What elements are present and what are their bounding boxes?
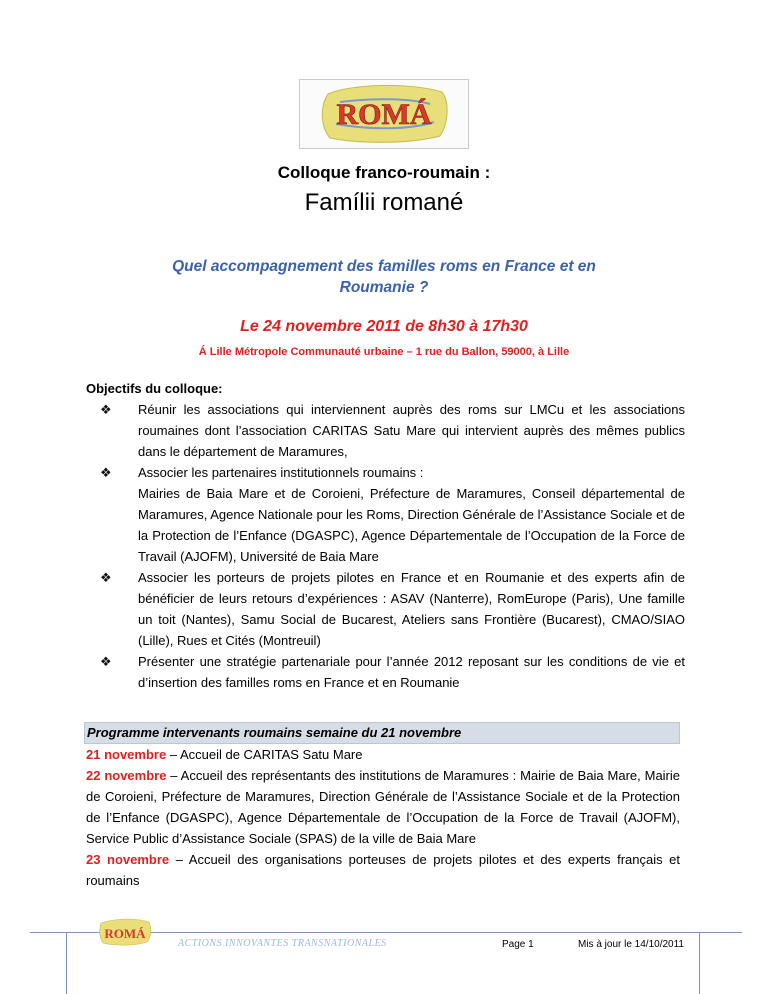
programme-text: – Accueil de CARITAS Satu Mare bbox=[166, 747, 363, 762]
objective-text: Associer les porteurs de projets pilotes en France et en Roumanie et des experts afin de bénéficier de leurs retours d’expériences : ASAV (Nanterre), RomEurope (Paris), Une famille un toit (Nantes), Samu Social de Bucarest, Ateliers sans Frontière (Bucarest), CMAO/SIAO (Lille), Rues et Cités (Montreuil) bbox=[138, 570, 685, 648]
institutions-list: Mairies de Baia Mare et de Coroieni, Préfecture de Maramures, Conseil départemental de Maramures, Agence Nationale pour les Roms, Direction Générale de l’Assistance Sociale et de la Protection de l’Enfance (DGASPC), Agence Départementale de l’Occupation de la Force de Travail (AJOFM), Université de Baia Mare bbox=[138, 486, 685, 564]
diamond-bullet-icon: ❖ bbox=[100, 465, 112, 480]
event-date: Le 24 novembre 2011 de 8h30 à 17h30 bbox=[240, 318, 528, 335]
objectives-list bbox=[100, 399, 685, 693]
event-place: Á Lille Métropole Communauté urbaine – 1 rue du Ballon, 59000, à Lille bbox=[198, 346, 570, 358]
list-item bbox=[100, 567, 685, 651]
programme-day: 23 novembre bbox=[86, 852, 170, 867]
svg-text:ROMÁ: ROMÁ bbox=[336, 98, 432, 131]
list-item bbox=[100, 651, 685, 693]
programme-day: 22 novembre bbox=[86, 768, 167, 783]
programme-entry bbox=[86, 744, 680, 765]
objective-text: Associer les partenaires institutionnels roumains : bbox=[138, 465, 424, 480]
last-updated: Mis à jour le 14/10/2011 bbox=[578, 939, 684, 950]
objective-text: Présenter une stratégie partenariale pour l’année 2012 reposant sur les conditions de vie et d’insertion des familles roms en France et en Roumanie bbox=[138, 654, 685, 690]
colloquium-subtitle: Colloque franco-roumain : bbox=[277, 163, 491, 182]
list-item bbox=[100, 399, 685, 462]
objective-text: Réunir les associations qui interviennent auprès des roms sur LMCu et les associations roumaines dont l’association CARITAS Satu Mare qui intervient auprès des mêmes publics dans le département de Maramures, bbox=[138, 402, 685, 459]
diamond-bullet-icon: ❖ bbox=[100, 570, 112, 585]
roma-logo-graphic bbox=[300, 80, 468, 148]
programme-text: – Accueil des organisations porteuses de projets pilotes et des experts français et roumains bbox=[86, 852, 681, 888]
svg-text:ROMÁ: ROMÁ bbox=[104, 926, 146, 941]
footer-margin-line bbox=[699, 933, 700, 994]
programme-list bbox=[86, 744, 680, 891]
objectives-heading: Objectifs du colloque: bbox=[86, 381, 223, 396]
footer-margin-line bbox=[66, 933, 67, 994]
programme-heading: Programme intervenants roumains semaine du 21 novembre bbox=[84, 722, 680, 744]
colloquium-title: Famílii romané bbox=[304, 189, 464, 216]
diamond-bullet-icon: ❖ bbox=[100, 654, 112, 669]
footer-logo bbox=[95, 917, 155, 947]
programme-entry bbox=[86, 849, 680, 891]
list-item bbox=[100, 462, 685, 567]
programme-text: – Accueil des représentants des institutions de Maramures : Mairie de Baia Mare, Mairie de Coroieni, Préfecture de Maramures, Direction Générale de l’Assistance Sociale et de la Protection de l’Enfance (DGASPC), Agence Départementale de l’Occupation de la Force de Travail (AJOFM), Service Public d’Assistance Sociale (SPAS) de la ville de Baia Mare bbox=[86, 768, 681, 846]
diamond-bullet-icon: ❖ bbox=[100, 402, 112, 417]
footer-logo-graphic bbox=[95, 917, 155, 947]
footer-tagline: ACTIONS INNOVANTES TRANSNATIONALES bbox=[178, 938, 387, 949]
colloquium-question: Quel accompagnement des familles roms en France et en Roumanie ? bbox=[172, 258, 596, 296]
programme-day: 21 novembre bbox=[86, 747, 167, 762]
roma-logo bbox=[299, 79, 469, 149]
programme-entry bbox=[86, 765, 680, 849]
page-number: Page 1 bbox=[502, 939, 534, 950]
